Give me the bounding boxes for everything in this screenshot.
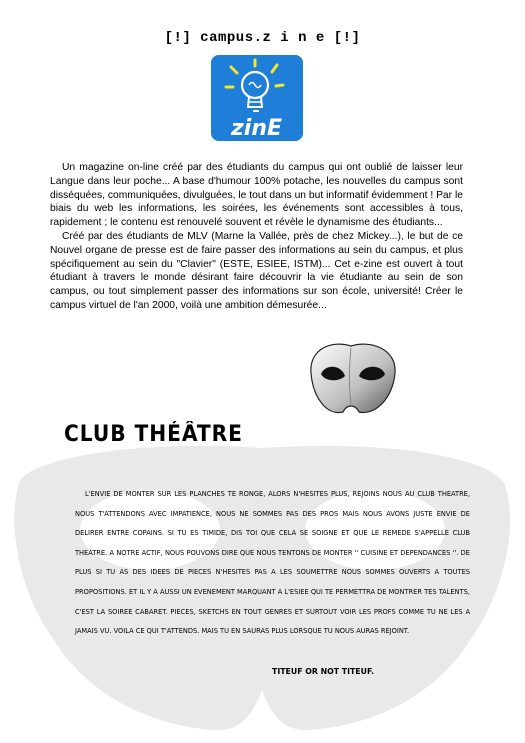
club-heading: CLUB THÉÂTRE [64,422,243,447]
svg-text:zinE: zinE [231,116,283,141]
club-text [75,484,470,641]
intro-paragraph-1: Un magazine on-line créé par des étudiants du campus qui ont oublié de laisser leur Langue dans leur poche... A base d'humour 100% potache, les nouvelles du campus sont disséquées, communiquées, divulguées, le tout dans un but informatif évidemment ! Par le biais du web les informations, les soirées, les événements sont accessibles à tous, rapidement ; le contenu est renouvelé souvent et révèle le dynamisme des étudiants... [50,162,463,229]
page-title: [!] campus.z i n e [!] [164,30,361,46]
lightbulb-icon [211,55,303,141]
club-signature: TITEUF OR NOT TITEUF. [272,667,375,676]
zine-logo [211,55,303,141]
intro-text [50,161,463,313]
club-paragraph: L'ENVIE DE MONTER SUR LES PLANCHES TE RONGE, ALORS N'HESITES PLUS, REJOINS NOUS AU CLUB THEATRE, NOUS T'ATTENDONS AVEC IMPATIENCE, NOUS NE SOMMES PAS DES PROS MAIS NOUS AVONS JUSTE ENVIE DE DELIRER ENTRE COPAINS. SI TU ES TIMIDE, DIS TOI QUE CELA SE SOIGNE ET QUE LE REMEDE S'APPELLE CLUB THEATRE. A NOTRE ACTIF, NOUS POUVONS DIRE QUE NOUS TENTONS DE MONTER '' CUISINE ET DEPENDANCES ''. DE PLUS SI TU AS DES IDEES DE PIECES N'HESITES PAS A LES SOUMETTRE NOUS SOMMES OUVERTS A TOUTES PROPOSITIONS. ET IL Y A AUSSI UN EVENEMENT MARQUANT A L'ESIEE QUI TE PERMETTRA DE MONTRER TES TALENTS, C'EST LA SOIREE CABARET. PIECES, SKETCHS EN TOUT GENRES ET SURTOUT VOIR LES PROFS COMME TU NE LES A JAMAIS VU. VOILA CE QUI T'ATTENDS. MAIS TU EN SAURAS PLUS LORSQUE TU NOUS AURAS REJOINT. [75,489,470,636]
intro-paragraph-2: Créé par des étudiants de MLV (Marne la Vallée, près de chez Mickey...), le but de ce Nouvel organe de presse est de faire passer des informations au sein du campus, et plus spécifiquement au sein du "Clavier" (ESTE, ESIEE, ISTM)... Cet e-zine est ouvert à tout étudiant à travers le monde désirant faire découvrir la vie étudiante au sein de son campus, ou tout simplement passer des informations sur son école, université! Créer le campus virtuel de l'an 2000, voilà une ambition démesurée... [50,230,463,311]
theatre-mask-icon [303,318,403,438]
